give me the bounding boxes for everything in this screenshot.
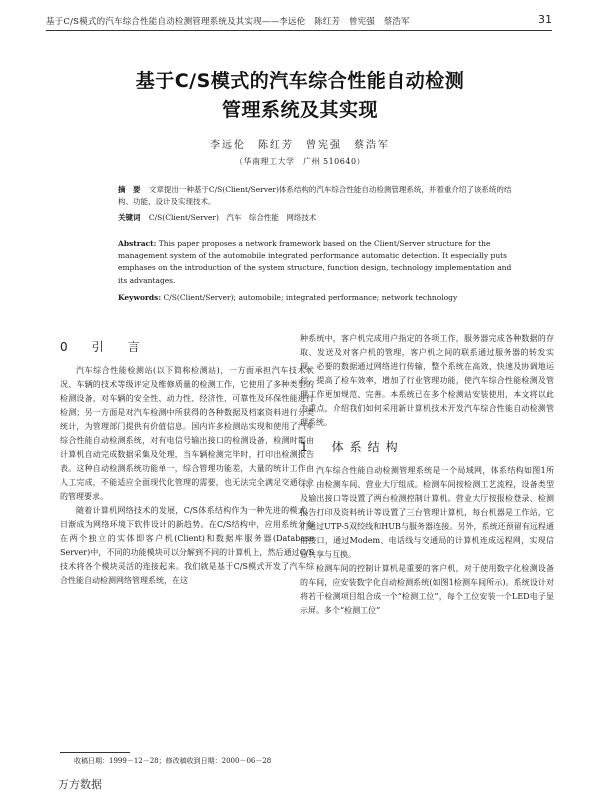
right-column bbox=[300, 332, 554, 618]
abstract-en bbox=[118, 238, 518, 287]
section1-paragraph-1: 汽车综合性能自动检测管理系统是一个局域网，体系结构如图1所示，由检测车间、营业大厅组成。检测车间按检测工艺流程，设备类型及输出接口等设置了两台检测控制计算机。营业大厅按报检登录、检测报告打印及资料统计等设置了三台管理计算机，每台机器是工作站，它们通过UTP-5双绞线和HUB与服务器连接。另外，系统还预留有远程通信接口，通过Modem、电话线与交通局的计算机连成远程网，实现信息共享与互换。 bbox=[300, 466, 554, 559]
abstract-en-label: Abstract: bbox=[118, 239, 157, 248]
section1-paragraph-2: 检测车间的控制计算机是重要的客户机，对于使用数字化检测设备的车间，应安装数字化自动检测系统(如图1检测车间所示)。系统设计对将若干检测项目组合成一个“检测工位”，每个工位安装一个LED电子显示屏。多个“检测工位” bbox=[300, 564, 554, 615]
intro-paragraph-1: 汽车综合性能检测站(以下简称检测站)，一方面承担汽车技术状况、车辆的技术等级评定及维修质量的检测工作，它使用了多种类型的检测设备，对车辆的安全性、动力性、经济性、可靠性及环保性能进行检测；另一方面是对汽车检测中所获得的各种数据及档案资料进行分类统计，为管理部门提供有价值信息。国内许多检测站实现和使用了汽车综合性能自动检测系统，对有电信号输出接口的检测设备，检测时都由计算机自动完成数据采集及处理，当车辆检测完毕时，打印出检测报告表。这种自动检测系统功能单一，综合管理功能差，大量的统计工作由人工完成，不能适应全面现代化管理的需要，也无法完全满足交通行业的管理要求。 bbox=[60, 366, 314, 501]
footnote-received-date: 收稿日期：1999－12－28；修改稿收到日期：2000－06－28 bbox=[74, 757, 272, 765]
keywords-zh-label: 关键词 bbox=[118, 213, 141, 222]
running-head-text: 基于C/S模式的汽车综合性能自动检测管理系统及其实现——李远伦 陈红芳 曾宪强 蔡浩军 bbox=[46, 17, 410, 27]
authors: 李远伦 陈红芳 曾宪强 蔡浩军 bbox=[210, 140, 390, 151]
intro-heading: 0 引 言 bbox=[60, 340, 146, 354]
left-column bbox=[60, 332, 314, 588]
abstract-zh bbox=[118, 184, 518, 208]
keywords-en-text: C/S(Client/Server); automobile; integrated performance; network technology bbox=[163, 293, 458, 302]
abstract-en-text: This paper proposes a network framework based on the Client/Server structure for the management system of the automobile integrated performance automatic detection. It especially puts emphases on the introduction of the system structure, function design, technology implementation and its advantages. bbox=[118, 239, 512, 285]
section1-heading: 1 体系结构 bbox=[300, 440, 404, 454]
intro-paragraph-2: 随着计算机网络技术的发展，C/S体系结构作为一种先进的模式，日渐成为网络环境下软件设计的新趋势。在C/S结构中，应用系统分布在两个独立的实体即客户机(Client)和数据库服务器(Database Server)中，不同的功能模块可以分解到不同的计算机上，然后通过C/S技术将各个模块灵活的连接起来。我们就是基于C/S模式开发了汽车综合性能自动检测网络管理系统，在这 bbox=[60, 506, 314, 585]
page-number: 31 bbox=[538, 13, 552, 26]
affiliation: （华南理工大学 广州 510640） bbox=[234, 157, 366, 166]
footnote-rule bbox=[60, 752, 130, 753]
watermark: 万方数据 bbox=[58, 778, 102, 791]
paper-title-line2: 管理系统及其实现 bbox=[221, 99, 378, 121]
keywords-zh-text: C/S(Client/Server) 汽车 综合性能 网络技术 bbox=[148, 213, 317, 222]
abstract-zh-text: 文章提出一种基于C/S(Client/Server)体系结构的汽车综合性能自动检测管理系统，并着重介绍了该系统的结构、功能、设计及实现技术。 bbox=[118, 185, 512, 206]
keywords-en-label: Keywords: bbox=[118, 293, 162, 302]
abstract-zh-label: 摘 要 bbox=[118, 185, 141, 194]
keywords-zh bbox=[118, 212, 518, 224]
keywords-en bbox=[118, 292, 518, 304]
paper-title-line1: 基于C/S模式的汽车综合性能自动检测 bbox=[135, 70, 465, 92]
running-head bbox=[46, 12, 552, 31]
right-paragraph-1: 种系统中，客户机完成用户指定的各项工作，服务器完成各种数据的存取、发送及对客户机的管理，客户机之间的联系通过服务器的转发实现，必要的数据通过网络进行传输，整个系统在高效、快速及协调地运行，提高了检车效率，增加了行业管理功能，使汽车综合性能检测及管理工作更加规范、完善。本系统已在多个检测站安装使用，本文将以此为重点，介绍我们如何采用新计算机技术开发汽车综合性能自动检测管理系统。 bbox=[300, 334, 554, 427]
